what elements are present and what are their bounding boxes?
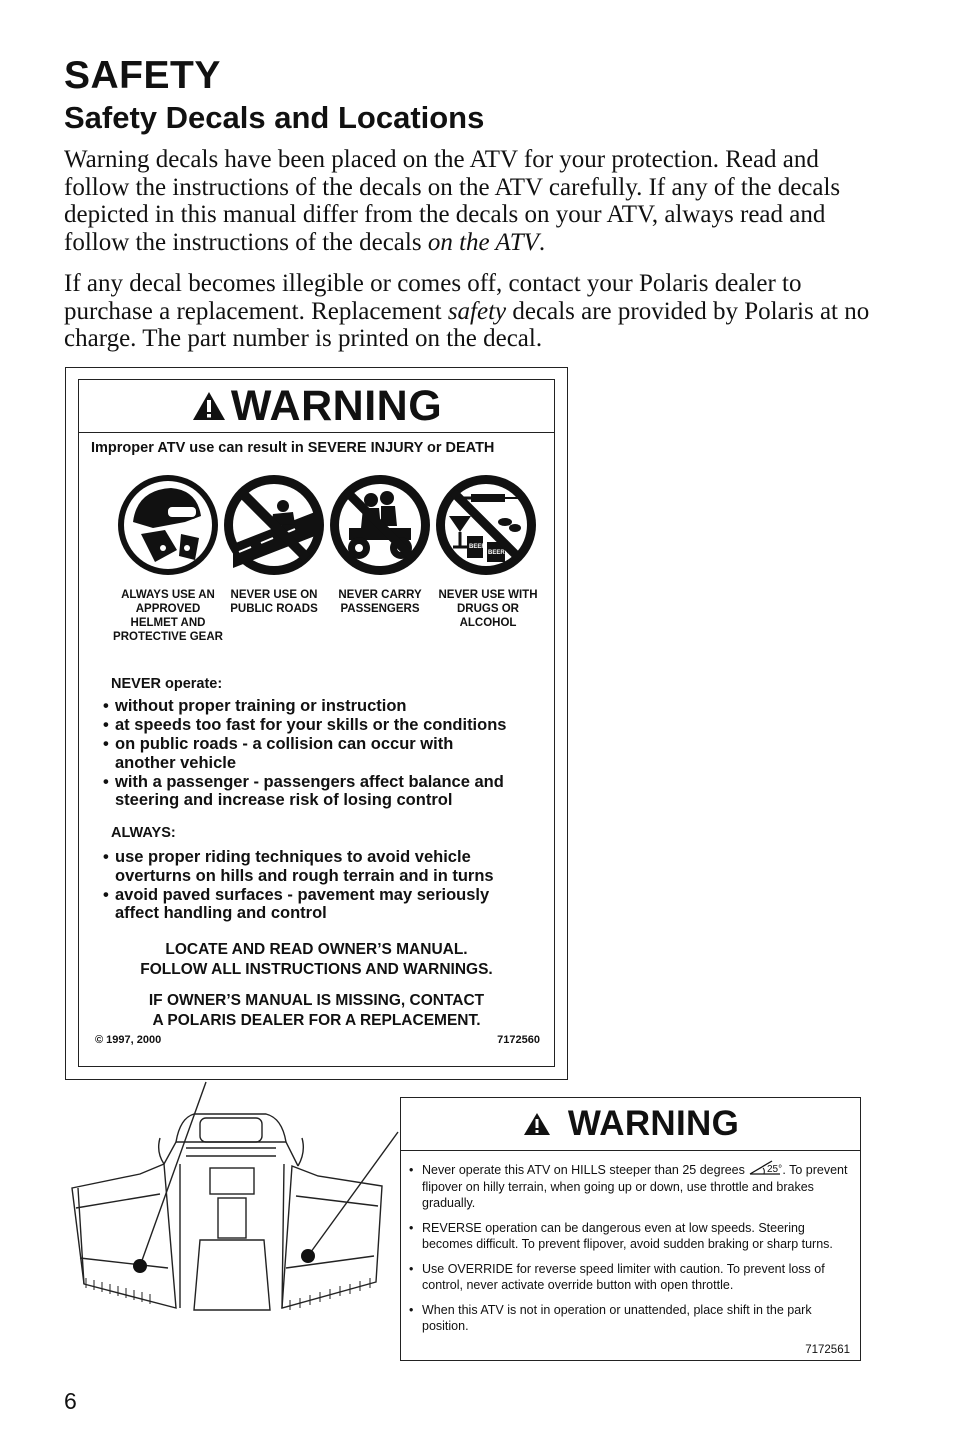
never-heading: NEVER operate: — [111, 676, 223, 692]
manual-notice: LOCATE AND READ OWNER’S MANUAL. FOLLOW ALL INSTRUCTIONS AND WARNINGS. — [140, 941, 493, 978]
list-item: • REVERSE operation can be dangerous even at low speeds. Steering becomes difficult. To prevent flipover, avoid sudden braking or sharp turns. — [409, 1220, 849, 1253]
decal-location-marker — [301, 1249, 315, 1263]
beer-can-label: BEER — [469, 544, 486, 550]
part-number: 7172560 — [497, 1034, 540, 1046]
always-heading: ALWAYS: — [111, 825, 176, 841]
helmet-icon — [115, 472, 221, 578]
always-list — [103, 848, 533, 923]
replacement-notice: IF OWNER’S MANUAL IS MISSING, CONTACT A POLARIS DEALER FOR A REPLACEMENT. — [148, 992, 485, 1029]
list-item: • without proper training or instruction — [103, 697, 543, 716]
list-item: • on public roads - a collision can occur with another vehicle — [103, 735, 515, 772]
warning-decal-7172561 — [400, 1097, 861, 1361]
pictogram-label: NEVER USE WITH DRUGS OR ALCOHOL — [438, 589, 538, 629]
no-public-roads-icon — [221, 472, 327, 578]
warning-triangle-icon — [191, 390, 227, 422]
list-item: • at speeds too fast for your skills or the conditions — [103, 716, 543, 735]
pictogram-label: NEVER CARRY PASSENGERS — [338, 589, 422, 615]
list-item: • When this ATV is not in operation or unattended, place shift in the park position. — [409, 1302, 852, 1335]
warning-decal-7172560 — [65, 367, 568, 1080]
intro-paragraph-2: If any decal becomes illegible or comes off, contact your Polaris dealer to purchase a replacement. Replacement safety decals are provided by Polaris at no charge. The part number is printed on the decal. — [64, 270, 870, 352]
no-passengers-icon — [327, 472, 433, 578]
atv-rear-fender-drawing — [60, 1078, 410, 1318]
slope-degrees: 25° — [767, 1164, 783, 1175]
section-title: SAFETY — [64, 54, 221, 97]
never-list — [103, 697, 543, 810]
pictogram-label: ALWAYS USE AN APPROVED HELMET AND PROTECTIVE GEAR — [113, 589, 223, 643]
pictogram-label: NEVER USE ON PUBLIC ROADS — [230, 589, 318, 615]
part-number: 7172561 — [805, 1344, 850, 1356]
warning-triangle-icon — [522, 1111, 552, 1137]
decal-location-marker — [133, 1259, 147, 1273]
list-item: • avoid paved surfaces - pavement may seriously affect handling and control — [103, 886, 535, 923]
decal-intro: Improper ATV use can result in SEVERE INJURY or DEATH — [91, 440, 495, 456]
list-item: • Never operate this ATV on HILLS steeper than 25 degrees 25° . To prevent flipover on hilly terrain, when going up or down, use throttle and brakes gradually. — [409, 1160, 849, 1212]
page-subtitle: Safety Decals and Locations — [64, 100, 485, 135]
page-number: 6 — [64, 1388, 77, 1414]
list-item: • use proper riding techniques to avoid vehicle overturns on hills and rough terrain and in turns — [103, 848, 535, 885]
slope-angle-icon — [748, 1160, 782, 1176]
decal-header — [401, 1098, 860, 1151]
list-item: • with a passenger - passengers affect balance and steering and increase risk of losing control — [103, 773, 535, 810]
decal-header — [79, 380, 554, 433]
copyright-text: © 1997, 2000 — [95, 1034, 162, 1046]
warning-list — [409, 1160, 849, 1343]
intro-paragraph-1: Warning decals have been placed on the ATV for your protection. Read and follow the instructions of the decals on the ATV carefully. If any of the decals depicted in this manual differ from the decals on your ATV, always read and follow the instructions of the decals on the ATV. — [64, 146, 841, 256]
decal-header-text: WARNING — [567, 1104, 740, 1143]
decal-header-text: WARNING — [230, 381, 443, 430]
list-item: • Use OVERRIDE for reverse speed limiter with caution. To prevent loss of control, never activate override button with open throttle. — [409, 1261, 849, 1294]
beer-can-label: BEER — [488, 550, 505, 556]
no-drugs-alcohol-icon — [433, 472, 539, 578]
